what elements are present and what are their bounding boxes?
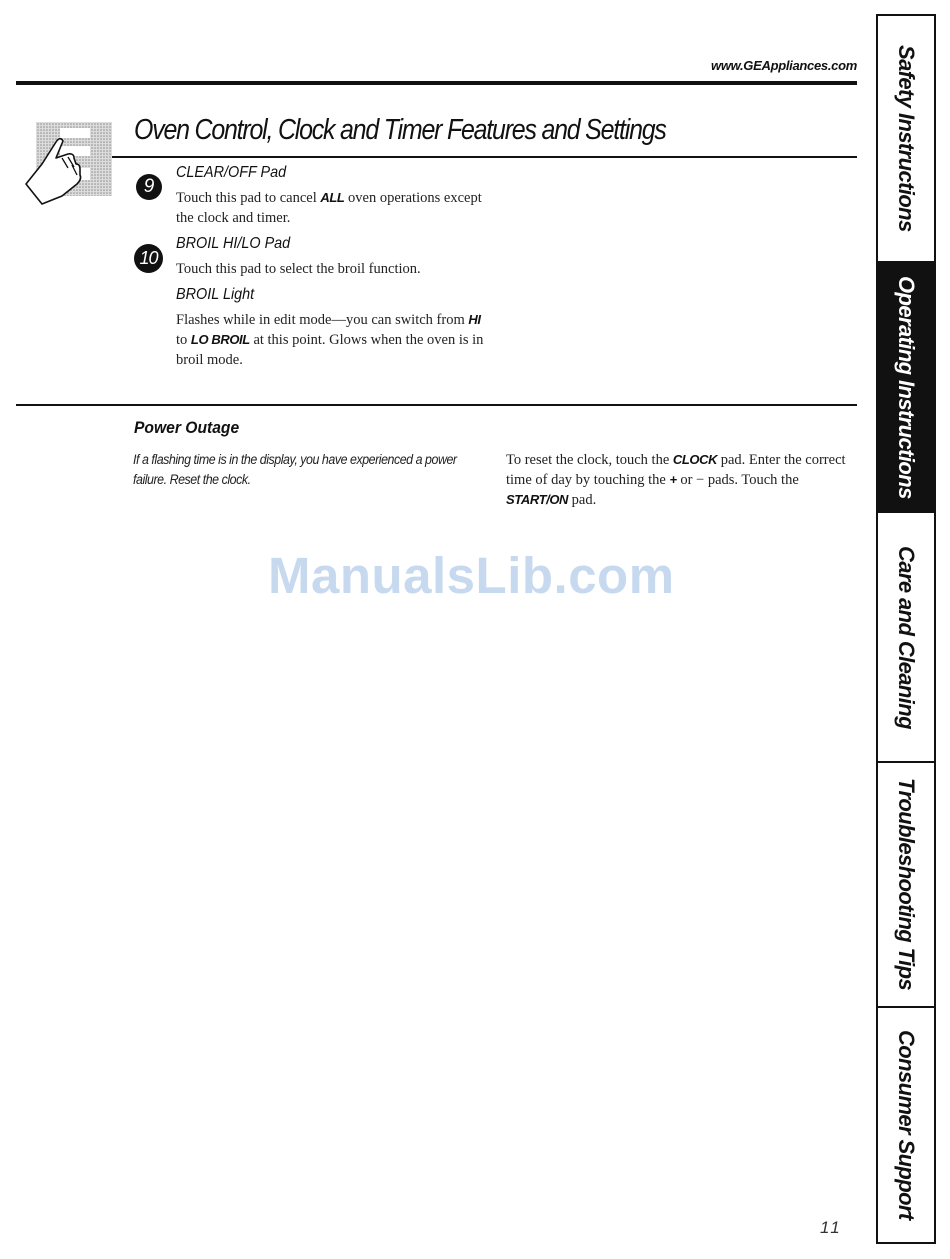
- tab-label: Safety Instructions: [894, 45, 919, 232]
- keyword-start-on: START/ON: [506, 492, 569, 507]
- page-number: 11: [820, 1218, 842, 1237]
- tab-label: Care and Cleaning: [894, 545, 919, 729]
- tab-label: Troubleshooting Tips: [894, 778, 919, 991]
- keyword-clock: CLOCK: [672, 452, 718, 467]
- keyword-lo-broil: LO BROIL: [190, 332, 250, 347]
- section-rule: [16, 404, 857, 406]
- power-outage-note: If a flashing time is in the display, you have experienced a power failure. Reset the clock.: [133, 452, 457, 487]
- broil-hilo-heading: BROIL HI/LO Pad: [176, 235, 291, 252]
- tab-safety-instructions[interactable]: [878, 16, 934, 261]
- tab-consumer-support[interactable]: [878, 1006, 934, 1242]
- website-url: www.GEAppliances.com: [711, 58, 857, 73]
- tab-care-and-cleaning[interactable]: [878, 511, 934, 761]
- tab-label: Consumer Support: [894, 1030, 919, 1220]
- tab-operating-instructions[interactable]: [878, 261, 934, 511]
- broil-hilo-description: Touch this pad to select the broil function.: [176, 261, 421, 277]
- title-rule: [112, 156, 857, 158]
- tab-troubleshooting-tips[interactable]: [878, 761, 934, 1006]
- hand-pointer-icon: [22, 120, 114, 210]
- watermark: ManualsLib.com: [268, 547, 675, 604]
- keyword-hi: HI: [468, 312, 481, 327]
- broil-light-heading: BROIL Light: [176, 286, 255, 303]
- keyword-plus: +: [669, 472, 677, 487]
- keyword-all: ALL: [320, 190, 345, 205]
- clear-off-heading: CLEAR/OFF Pad: [176, 164, 287, 181]
- broil-light-description: Flashes while in edit mode—you can switch from HI to LO BROIL at this point. Glows when the oven is in broil mode.: [176, 312, 484, 368]
- item-number-badge: 10: [134, 244, 163, 273]
- section-tabs: [876, 14, 936, 1244]
- reset-clock-instructions: To reset the clock, touch the CLOCK pad. Enter the correct time of day by touching the + or − pads. Touch the START/ON pad.: [506, 452, 846, 508]
- tab-label: Operating Instructions: [894, 275, 919, 499]
- page-title: Oven Control, Clock and Timer Features and Settings: [134, 114, 666, 146]
- item-number-badge: 9: [136, 174, 162, 200]
- clear-off-description: Touch this pad to cancel ALL oven operations except the clock and timer.: [176, 190, 482, 226]
- header-rule: [16, 81, 857, 85]
- power-outage-heading: Power Outage: [134, 418, 240, 437]
